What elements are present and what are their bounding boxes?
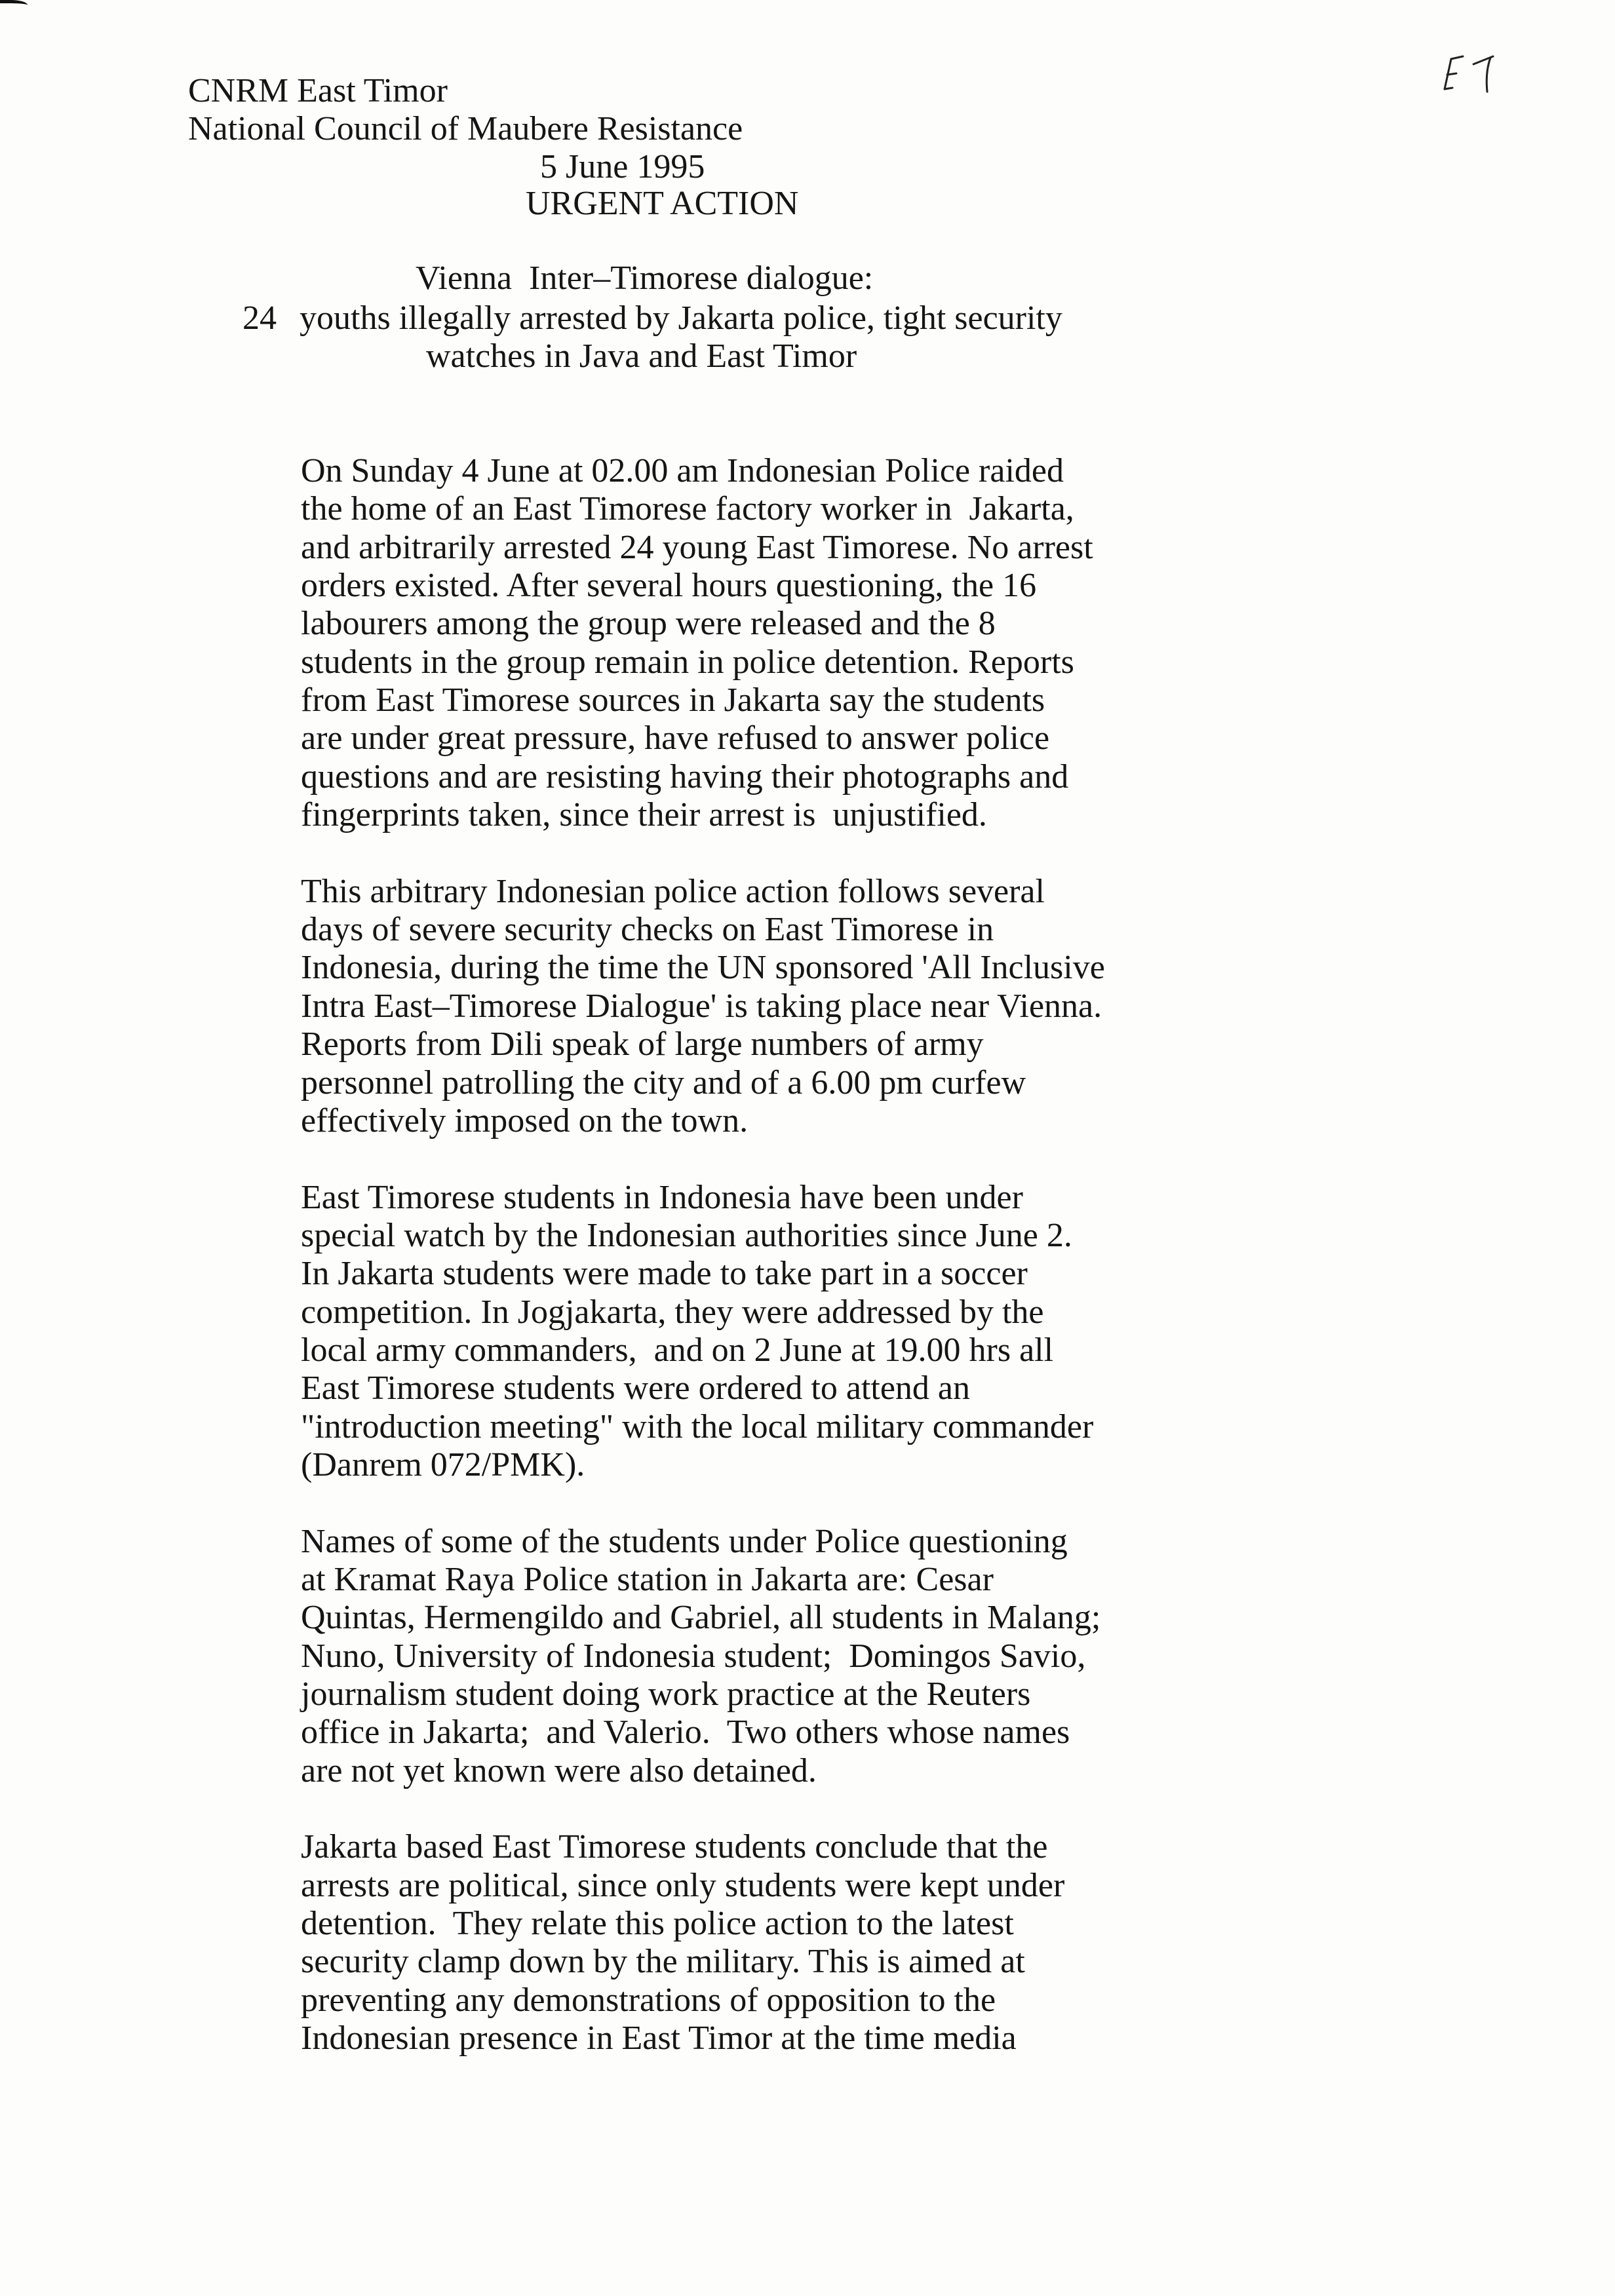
text-line: (Danrem 072/PMK). (301, 1445, 585, 1483)
paragraph-3 (301, 1179, 1105, 1485)
text-line: preventing any demonstrations of opposition to the (301, 1981, 996, 2019)
text-line: Quintas, Hermengildo and Gabriel, all students in Malang; (301, 1599, 1101, 1637)
text-line: the home of an East Timorese factory worker in Jakarta, (301, 490, 1074, 528)
text-line: orders existed. After several hours questioning, the 16 (301, 567, 1037, 605)
text-line: Nuno, University of Indonesia student; Domingos Savio, (301, 1637, 1086, 1675)
title-line-1: Vienna Inter–Timorese dialogue: (416, 259, 874, 297)
text-line: On Sunday 4 June at 02.00 am Indonesian Police raided (301, 452, 1064, 489)
text-line: competition. In Jogjakarta, they were addressed by the (301, 1293, 1044, 1331)
text-line: at Kramat Raya Police station in Jakarta are: Cesar (301, 1560, 994, 1598)
text-line: arrests are political, since only students were kept under (301, 1866, 1065, 1904)
handwritten-annotation (1437, 51, 1515, 98)
text-line: journalism student doing work practice at the Reuters (301, 1675, 1031, 1713)
document-date: 5 June 1995 (540, 148, 705, 185)
text-line: East Timorese students in Indonesia have been under (301, 1178, 1023, 1216)
title-line-2-text: youths illegally arrested by Jakarta police, tight security (300, 299, 1062, 337)
text-line: and arbitrarily arrested 24 young East Timorese. No arrest (301, 528, 1093, 566)
text-line: labourers among the group were released and the 8 (301, 605, 996, 643)
paragraph-4 (301, 1523, 1105, 1790)
text-line: Names of some of the students under Police questioning (301, 1522, 1068, 1560)
text-line: effectively imposed on the town. (301, 1101, 749, 1139)
handwritten-et-drawing (1437, 51, 1515, 98)
text-line: In Jakarta students were made to take part in a soccer (301, 1255, 1028, 1293)
body-text (301, 452, 1105, 2096)
handwriting-stroke (1445, 88, 1452, 89)
title-line-3: watches in Java and East Timor (426, 337, 857, 375)
scan-edge-mark (0, 0, 28, 9)
paragraph-5 (301, 1828, 1105, 2057)
text-line: detention. They relate this police action to the latest (301, 1905, 1014, 1943)
text-line: East Timorese students were ordered to attend an (301, 1369, 970, 1407)
text-line: special watch by the Indonesian authorities since June 2. (301, 1216, 1072, 1254)
title-line-2-number: 24 (243, 299, 277, 337)
handwriting-stroke (1451, 56, 1463, 59)
text-line: local army commanders, and on 2 June at 19.00 hrs all (301, 1331, 1054, 1369)
text-line: Reports from Dili speak of large numbers of army (301, 1025, 984, 1063)
handwriting-stroke (1447, 73, 1456, 75)
urgent-action-label: URGENT ACTION (526, 185, 799, 222)
text-line: Indonesian presence in East Timor at the time media (301, 2019, 1017, 2057)
text-line: Indonesia, during the time the UN sponsored 'All Inclusive (301, 949, 1105, 987)
text-line: from East Timorese sources in Jakarta say the students (301, 681, 1045, 719)
organization-short-name: CNRM East Timor (188, 72, 448, 109)
text-line: days of severe security checks on East Timorese in (301, 911, 994, 949)
paragraph-1 (301, 452, 1105, 834)
text-line: Intra East–Timorese Dialogue' is taking place near Vienna. (301, 987, 1102, 1025)
text-line: students in the group remain in police detention. Reports (301, 643, 1074, 681)
text-line: are not yet known were also detained. (301, 1751, 817, 1789)
organization-full-name: National Council of Maubere Resistance (188, 110, 743, 147)
text-line: This arbitrary Indonesian police action follows several (301, 872, 1045, 910)
paragraph-2 (301, 873, 1105, 1140)
text-line: office in Jakarta; and Valerio. Two others whose names (301, 1713, 1070, 1751)
handwriting-stroke (1487, 58, 1490, 92)
text-line: personnel patrolling the city and of a 6.00 pm curfew (301, 1063, 1026, 1101)
text-line: security clamp down by the military. This is aimed at (301, 1943, 1025, 1981)
text-line: questions and are resisting having their photographs and (301, 757, 1069, 795)
text-line: are under great pressure, have refused to answer police (301, 719, 1050, 757)
text-line: Jakarta based East Timorese students conclude that the (301, 1828, 1048, 1866)
text-line: "introduction meeting" with the local military commander (301, 1407, 1094, 1445)
text-line: fingerprints taken, since their arrest is unjustified. (301, 796, 987, 834)
